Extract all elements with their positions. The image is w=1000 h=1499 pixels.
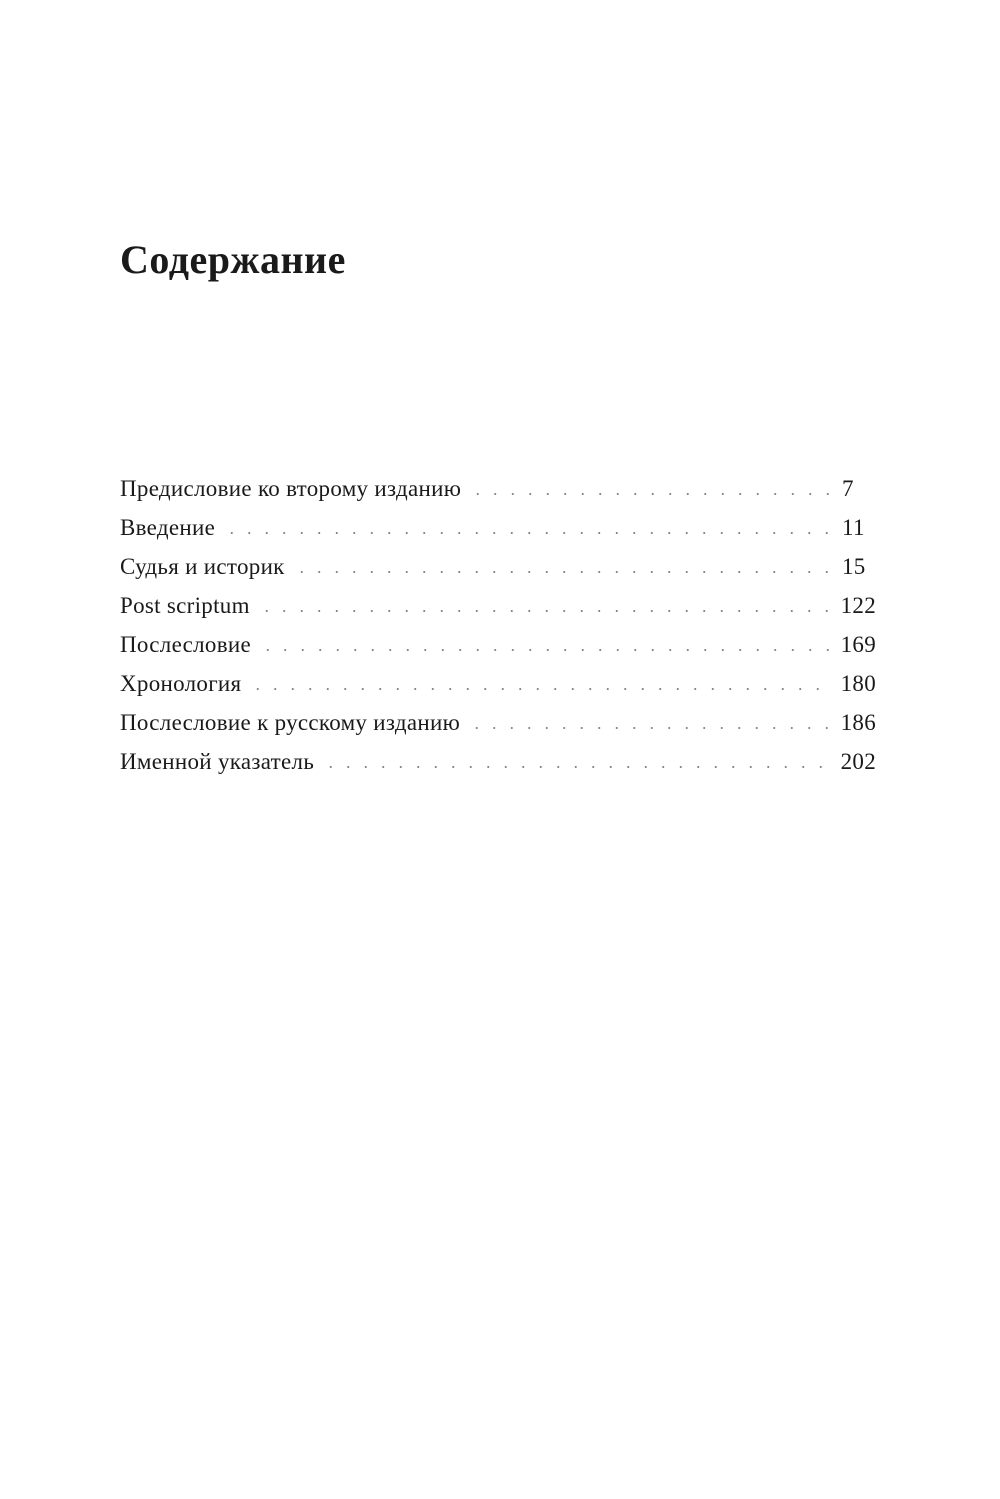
toc-entry[interactable] xyxy=(120,742,876,781)
toc-entry-label: Именной указатель xyxy=(120,749,315,774)
toc-entry-page: 180 xyxy=(840,671,876,696)
dot-leader xyxy=(258,610,831,612)
dot-leader xyxy=(223,532,832,534)
toc-entry-page: 169 xyxy=(840,632,876,657)
toc-entry-label: Послесловие к русскому изданию xyxy=(120,710,461,735)
toc-entry-label: Post scriptum xyxy=(120,593,250,618)
toc-entry[interactable] xyxy=(120,586,876,625)
toc-entry-page: 122 xyxy=(840,593,876,618)
dot-leader xyxy=(259,649,831,651)
toc-entry[interactable] xyxy=(120,625,876,664)
toc-entry[interactable] xyxy=(120,703,876,742)
page-title: Содержание xyxy=(120,237,346,282)
dot-leader xyxy=(249,688,830,690)
toc-entry-label: Послесловие xyxy=(120,632,252,657)
toc-entry[interactable] xyxy=(120,508,876,547)
toc-entry-page: 7 xyxy=(842,476,854,501)
toc-entry[interactable] xyxy=(120,547,876,586)
toc-entry-label: Судья и историк xyxy=(120,554,285,579)
toc-entry[interactable] xyxy=(120,664,876,703)
toc-entry-label: Хронология xyxy=(120,671,242,696)
toc-entry[interactable] xyxy=(120,469,876,508)
table-of-contents xyxy=(120,469,876,781)
dot-leader xyxy=(468,727,831,729)
dot-leader xyxy=(469,493,832,495)
dot-leader xyxy=(293,571,832,573)
toc-entry-label: Введение xyxy=(120,515,216,540)
dot-leader xyxy=(322,766,830,768)
toc-entry-label: Предисловие ко второму изданию xyxy=(120,476,462,501)
toc-entry-page: 186 xyxy=(840,710,876,735)
toc-entry-page: 202 xyxy=(840,749,876,774)
toc-entry-page: 15 xyxy=(842,554,866,579)
toc-entry-page: 11 xyxy=(842,515,865,540)
